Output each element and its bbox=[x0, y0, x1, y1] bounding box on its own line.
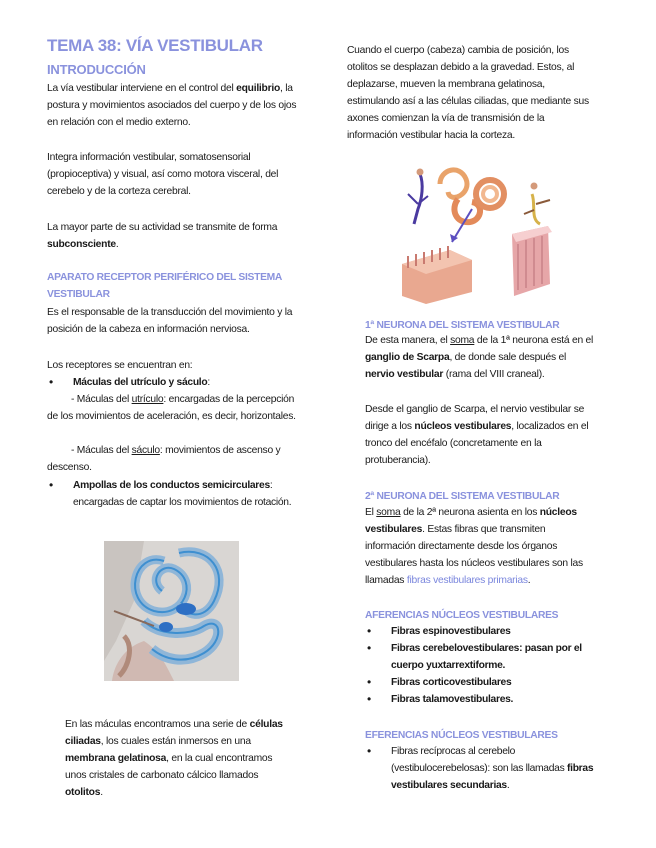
vestibular-illustration bbox=[400, 164, 560, 309]
apparatus-paragraph: Es el responsable de la transducción del movimiento y la posición de la cabeza en información nerviosa. bbox=[47, 307, 293, 335]
intro-paragraph-1: La vía vestibular interviene en el control del equilibrio, la postura y movimientos asociados del cuerpo y de los ojos en relación con el medio externo. bbox=[47, 83, 297, 128]
saculo-text: - Máculas del sáculo: movimientos de ascenso y descenso. bbox=[47, 445, 281, 473]
receptor-item-maculas: • Máculas del utrículo y sáculo: bbox=[47, 374, 305, 391]
intro-heading: INTRODUCCIÓN bbox=[47, 62, 146, 77]
aferencia-item: • Fibras talamovestibulares. bbox=[365, 691, 597, 708]
receptors-list-2 bbox=[47, 477, 305, 511]
neuron1-paragraph: De esta manera, el soma de la 1ª neurona está en el ganglio de Scarpa, de donde sale después el nervio vestibular (rama del VIII craneal). bbox=[365, 335, 594, 380]
receptors-list bbox=[47, 374, 305, 391]
neuron1-paragraph-2: Desde el ganglio de Scarpa, el nervio vestibular se dirige a los núcleos vestibulares, localizados en el tronco del encéfalo (concretamente en la protuberancia). bbox=[365, 404, 589, 466]
aferencia-item: • Fibras corticovestibulares bbox=[365, 674, 597, 691]
apparatus-heading: APARATO RECEPTOR PERIFÉRICO DEL SISTEMA VESTIBULAR bbox=[47, 272, 282, 300]
neuron2-heading: 2ª NEURONA DEL SISTEMA VESTIBULAR bbox=[365, 491, 560, 502]
page-title: TEMA 38: VÍA VESTIBULAR bbox=[47, 36, 263, 55]
neuron1-heading: 1ª NEURONA DEL SISTEMA VESTIBULAR bbox=[365, 320, 560, 331]
receptor-item-ampollas: • Ampollas de los conductos semicirculares: encargadas de captar los movimientos de rotación. bbox=[47, 477, 305, 511]
aferencia-item: • Fibras cerebelovestibulares: pasan por el cuerpo yuxtarrextiforme. bbox=[365, 640, 597, 674]
neuron2-paragraph: El soma de la 2ª neurona asienta en los núcleos vestibulares. Estas fibras que transmiten información directamente desde los órganos vestibulares hasta los núcleos vestibulares son las llamadas fibras vestibulares primarias. bbox=[365, 507, 583, 586]
utriculo-text: - Máculas del utrículo: encargadas de la percepción de los movimientos de aceleración, es decir, horizontales. bbox=[47, 394, 296, 422]
eferencia-item: • Fibras recíprocas al cerebelo (vestibulocerebelosas): son las llamadas fibras vestibulares secundarias. bbox=[365, 743, 597, 794]
intro-paragraph-3: La mayor parte de su actividad se transmite de forma subconsciente. bbox=[47, 222, 278, 250]
inner-ear-figure bbox=[104, 541, 239, 681]
eferencias-list bbox=[365, 743, 597, 794]
aferencia-item: • Fibras espinovestibulares bbox=[365, 623, 597, 640]
otolitos-paragraph: Cuando el cuerpo (cabeza) cambia de posición, los otolitos se desplazan debido a la gravedad. Estos, al deplazarse, mueven la membrana gelatinosa, estimulando así a las células ciliadas, que mediante sus axones comienzan la vía de transmisión de la información vestibular hacia la corteza. bbox=[347, 45, 589, 141]
aferencias-heading: AFERENCIAS NÚCLEOS VESTIBULARES bbox=[365, 610, 559, 621]
receptors-intro: Los receptores se encuentran en: bbox=[47, 360, 193, 371]
aferencias-list bbox=[365, 623, 597, 708]
eferencias-heading: EFERENCIAS NÚCLEOS VESTIBULARES bbox=[365, 730, 558, 741]
maculas-paragraph: En las máculas encontramos una serie de células ciliadas, los cuales están inmersos en una membrana gelatinosa, en la cual encontramos unos cristales de carbonato cálcico llamados otolitos. bbox=[65, 719, 283, 798]
intro-paragraph-2: Integra información vestibular, somatosensorial (propioceptiva) y visual, así como motora visceral, del cerebelo y de la corteza cerebral. bbox=[47, 152, 279, 197]
